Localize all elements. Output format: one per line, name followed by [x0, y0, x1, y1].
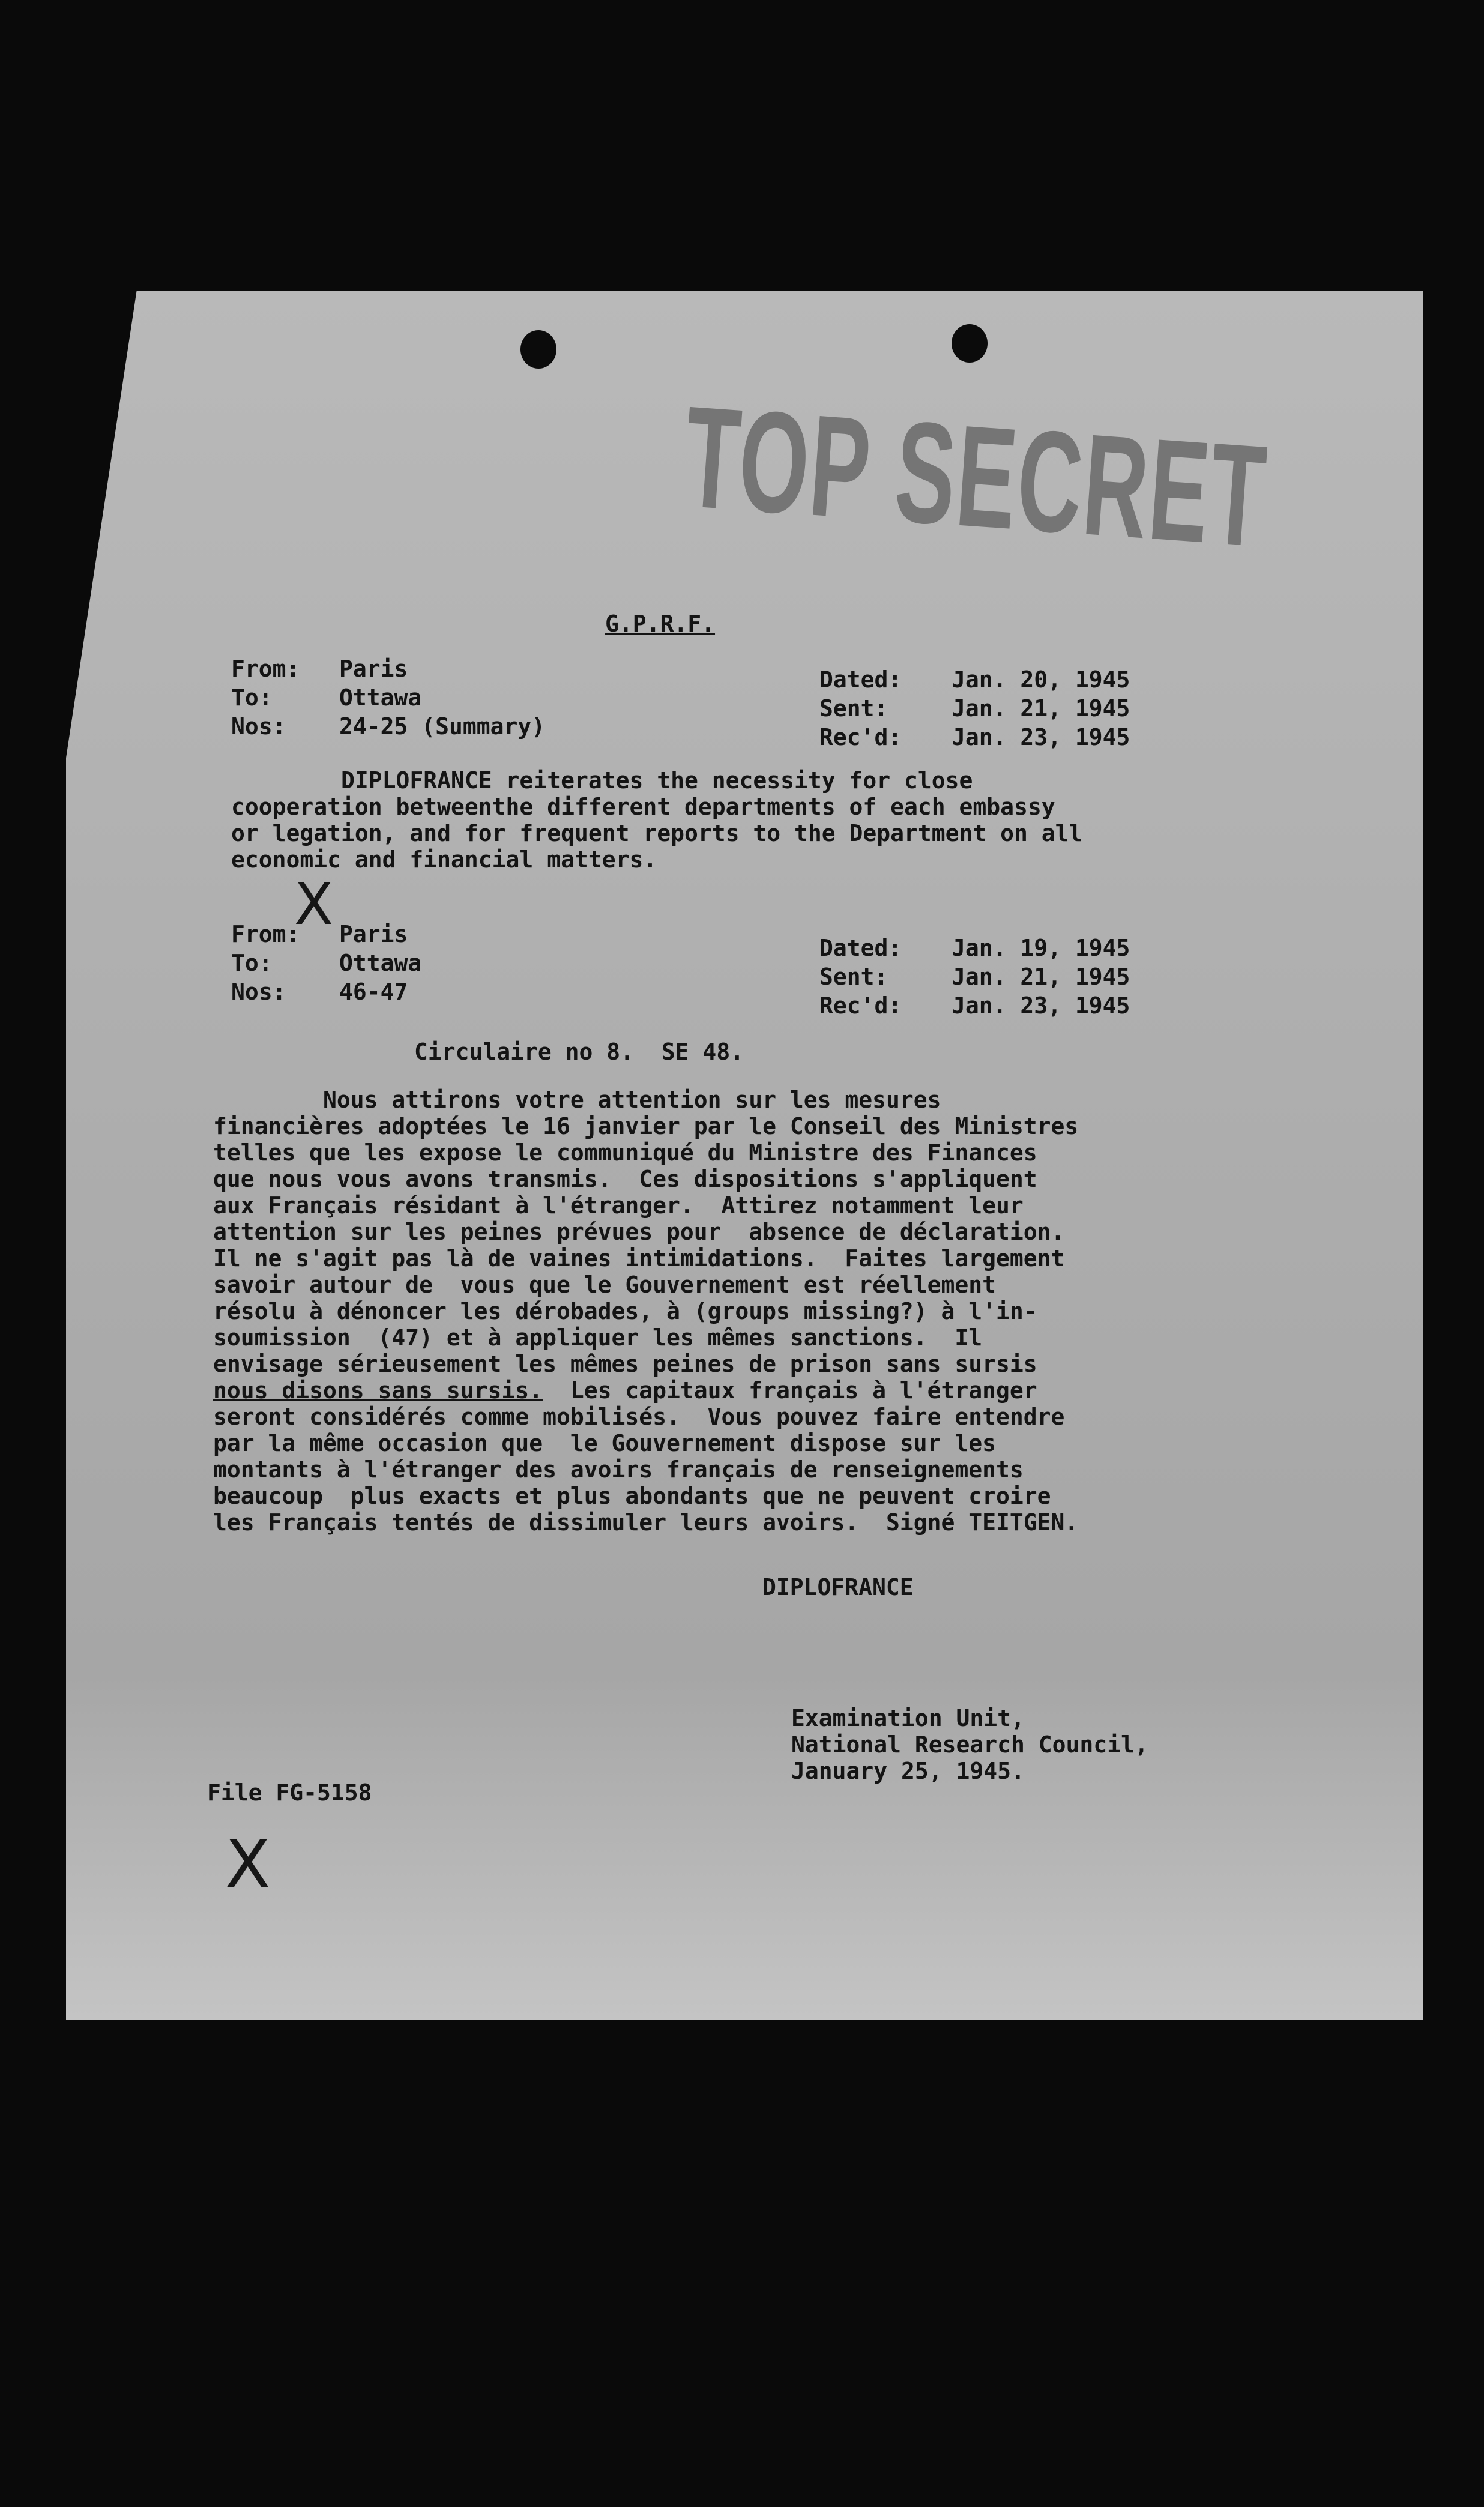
body-line: beaucoup plus exacts et plus abondants que ne peuvent croire — [213, 1483, 1051, 1509]
sent-value: Jan. 21, 1945 — [952, 964, 1130, 990]
sent-label: Sent: — [819, 964, 888, 990]
recd-label: Rec'd: — [819, 992, 902, 1019]
body-line: par la même occasion que le Gouvernement dispose sur les — [213, 1430, 997, 1456]
recd-label: Rec'd: — [819, 724, 902, 750]
body-line: résolu à dénoncer les dérobades, à (groups missing?) à l'in- — [213, 1298, 1037, 1324]
body-line: soumission (47) et à appliquer les mêmes sanctions. Il — [213, 1324, 983, 1351]
body-line: les Français tentés de dissimuler leurs avoirs. Signé TEITGEN. — [213, 1509, 1079, 1536]
body-line: Nous attirons votre attention sur les mesures — [213, 1087, 941, 1113]
to-label: To: — [231, 684, 273, 711]
body-line: or legation, and for frequent reports to the Department on all — [231, 820, 1083, 846]
dated-value: Jan. 19, 1945 — [952, 935, 1130, 961]
unit-line: Examination Unit, — [791, 1705, 1025, 1731]
handwritten-x-mark: X — [294, 872, 334, 938]
dated-label: Dated: — [819, 935, 902, 961]
body-line: cooperation betweenthe different departments of each embassy — [231, 794, 1055, 820]
nos-label: Nos: — [231, 979, 286, 1005]
message-2-body — [213, 1087, 1078, 1536]
body-line: attention sur les peines prévues pour absence de déclaration. — [213, 1219, 1065, 1245]
sent-value: Jan. 21, 1945 — [952, 695, 1130, 722]
from-value: Paris — [339, 921, 408, 947]
punch-hole-right — [952, 324, 988, 363]
message-1-body — [231, 767, 1082, 873]
unit-line: National Research Council, — [791, 1731, 1148, 1758]
body-line: economic and financial matters. — [231, 846, 657, 873]
body-line: que nous vous avons transmis. Ces dispositions s'appliquent — [213, 1166, 1037, 1192]
to-label: To: — [231, 950, 273, 976]
signature: DIPLOFRANCE — [762, 1574, 914, 1600]
file-number: File FG-5158 — [207, 1779, 372, 1806]
body-line: aux Français résidant à l'étranger. Attirez notamment leur — [213, 1192, 1024, 1219]
punch-hole-left — [520, 330, 556, 369]
circular-number: Circulaire no 8. SE 48. — [414, 1039, 744, 1065]
recd-value: Jan. 23, 1945 — [952, 992, 1130, 1019]
recd-value: Jan. 23, 1945 — [952, 724, 1130, 750]
body-line-continuation: Les capitaux français à l'étranger — [543, 1377, 1037, 1404]
unit-line: January 25, 1945. — [791, 1758, 1025, 1784]
body-line: financières adoptées le 16 janvier par le Conseil des Ministres — [213, 1113, 1079, 1139]
nos-value: 46-47 — [339, 979, 408, 1005]
nos-label: Nos: — [231, 713, 286, 740]
sent-label: Sent: — [819, 695, 888, 722]
from-label: From: — [231, 921, 300, 947]
examination-unit-block — [791, 1705, 1148, 1784]
from-label: From: — [231, 656, 300, 682]
handwritten-x-mark: X — [225, 1826, 271, 1902]
header-title: G.P.R.F. — [605, 611, 716, 637]
to-value: Ottawa — [339, 684, 422, 711]
body-line: envisage sérieusement les mêmes peines de prison sans sursis — [213, 1351, 1037, 1377]
to-value: Ottawa — [339, 950, 422, 976]
top-secret-stamp: TOP SECRET — [680, 376, 1272, 578]
body-line: telles que les expose le communiqué du Ministre des Finances — [213, 1139, 1037, 1166]
body-line: seront considérés comme mobilisés. Vous pouvez faire entendre — [213, 1404, 1065, 1430]
body-line-underlined — [213, 1377, 1078, 1404]
body-line: savoir autour de vous que le Gouvernement est réellement — [213, 1272, 997, 1298]
dated-label: Dated: — [819, 666, 902, 693]
body-line: DIPLOFRANCE reiterates the necessity for close — [231, 767, 973, 794]
body-line: Il ne s'agit pas là de vaines intimidations. Faites largement — [213, 1245, 1065, 1272]
dated-value: Jan. 20, 1945 — [952, 666, 1130, 693]
from-value: Paris — [339, 656, 408, 682]
body-line: montants à l'étranger des avoirs français de renseignements — [213, 1456, 1024, 1483]
underlined-phrase: nous disons sans sursis. — [213, 1377, 543, 1404]
nos-value: 24-25 (Summary) — [339, 713, 546, 740]
